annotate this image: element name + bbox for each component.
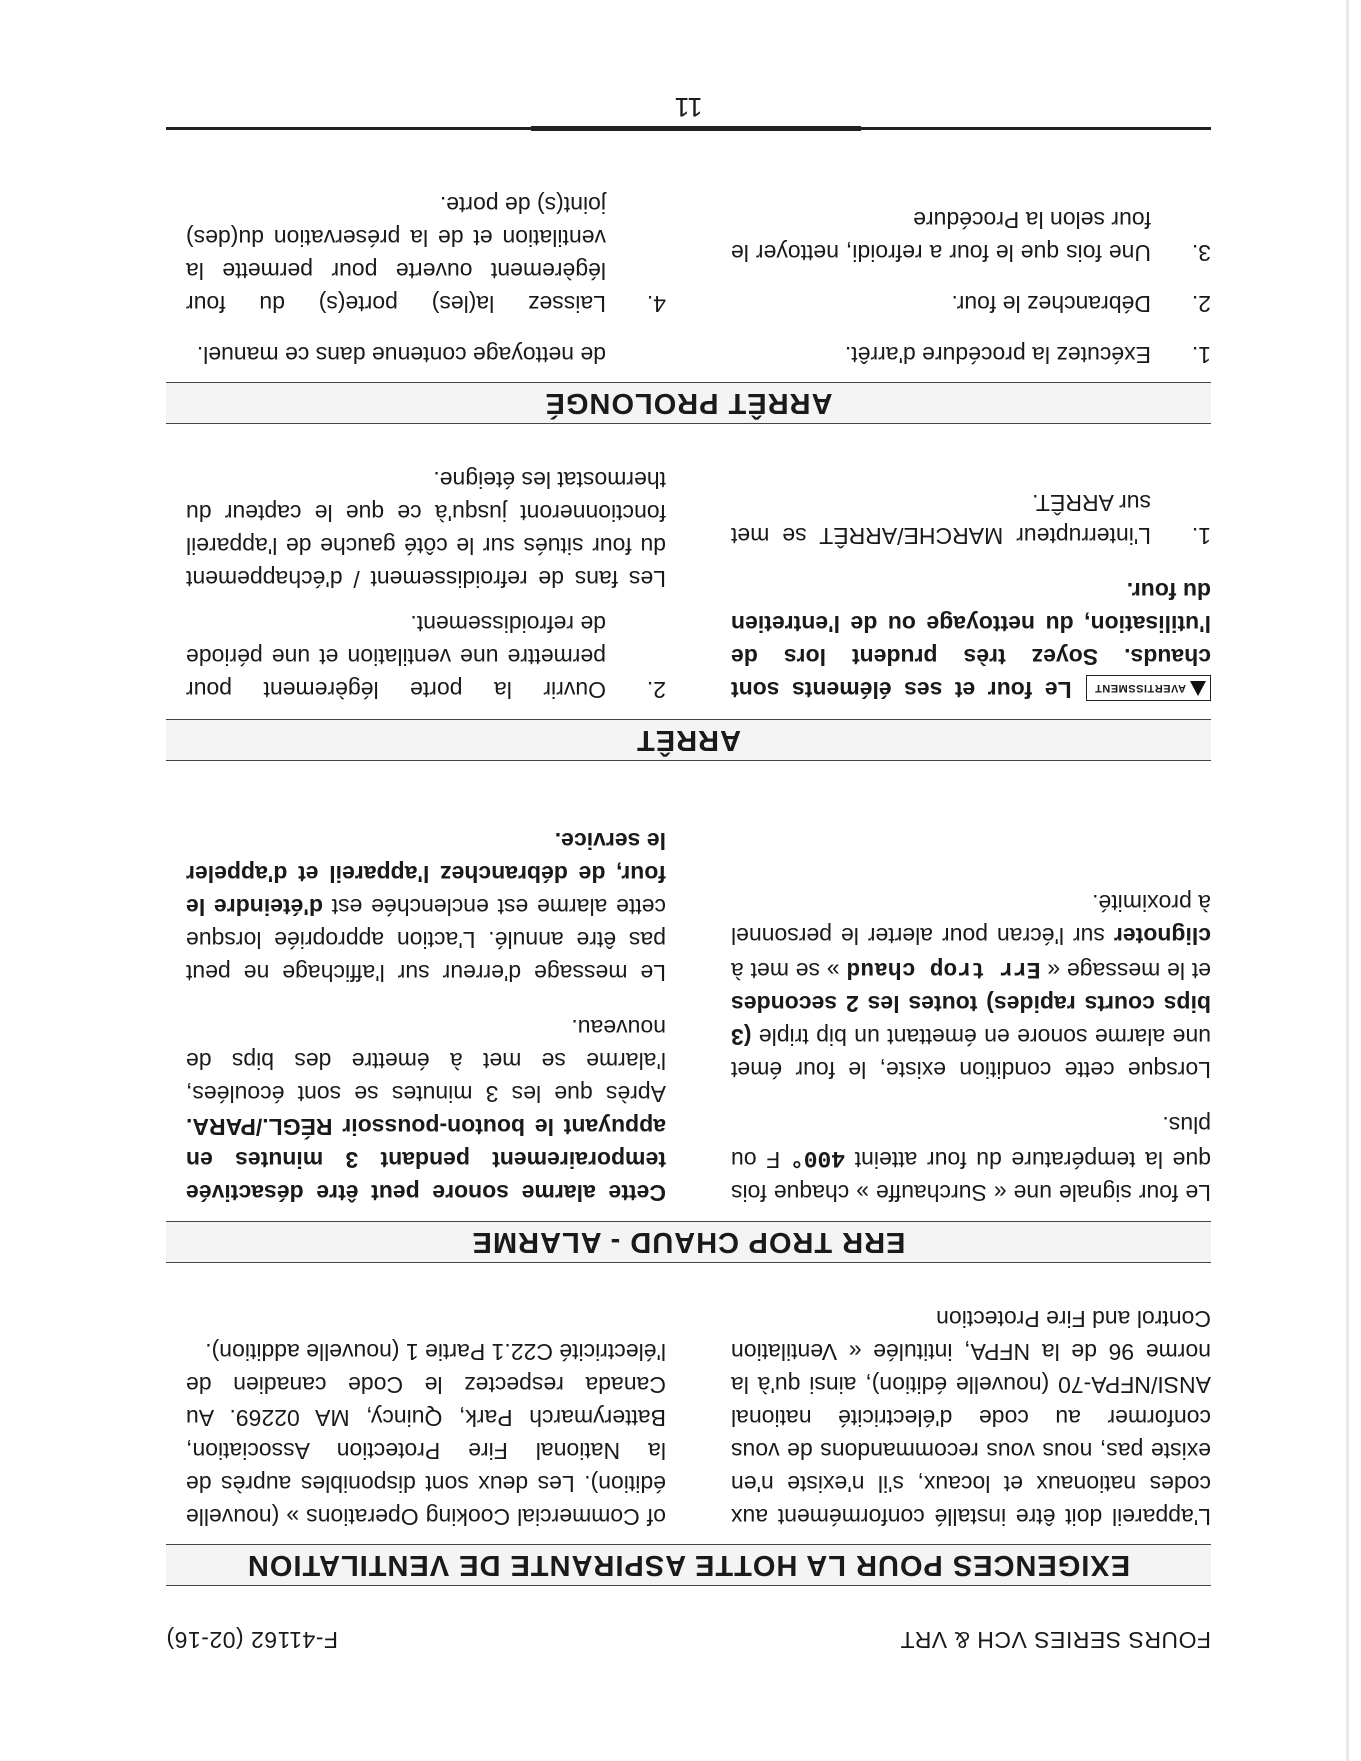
err-text: » se met à [731, 958, 847, 984]
section-title-hotte: EXIGENCES POUR LA HOTTE ASPIRANTE DE VENTILATION [166, 1544, 1211, 1586]
err-temp: 400° [789, 1145, 846, 1171]
arret-right-list [186, 607, 666, 706]
err-left-para-1 [731, 1108, 1211, 1209]
list-item-number: 1. [1191, 523, 1211, 549]
warning-icon [1190, 681, 1206, 696]
err-text: Le message d'erreur sur l'affichage ne peut pas être annulé. L'action appropriée lorsque cette alarme est enclenchée est [186, 894, 666, 986]
prolonge-right-list [186, 188, 666, 320]
page-header [166, 1623, 1211, 1653]
prolonge-right-lead: de nettoyage contenue dans ce manuel. [196, 342, 606, 368]
list-item-number: 2. [1191, 291, 1211, 317]
warning-text: Le four et ses éléments sont chauds. Soyez très prudent lors de l'utilisation, du nettoyage ou de l'entretien du four. [731, 578, 1211, 703]
err-right-para-2 [186, 824, 666, 989]
err-bold-text: Cette alarme sonore peut être désactivée temporairement pendant 3 minutes en appuyant le bouton-poussoir RÉGL./PARA. [186, 1114, 666, 1206]
section-title-err: ERR TROP CHAUD - ALARME [166, 1221, 1211, 1263]
err-text: Après que les 3 minutes se sont écoulées, l'alarme se met à émettre des bips de nouveau. [186, 1015, 666, 1107]
err-left-column [731, 886, 1211, 1209]
hotte-right-column [186, 1335, 666, 1533]
err-bold-text: (3 bips courts rapides) toutes les 2 secondes [731, 991, 1211, 1050]
err-right-column [186, 824, 666, 1209]
list-item-text: Une fois que le four a refroidi, nettoyer le four selon la Procédure [731, 207, 1151, 266]
arret-left-list [731, 486, 1211, 552]
list-item-text: Débranchez le four. [951, 291, 1151, 317]
err-right-para-1 [186, 1011, 666, 1209]
header-doc-number: F-41162 (02-16) [166, 1627, 338, 1653]
hotte-right-text: of Commercial Cooking Operations » (nouvelle édition). Les deux sont disponibles auprès de la National Fire Protection Association, Batterymarch Park, Quincy, MA 02269. Au Canada respectez le Code canadien de l'électricité C22.1 Partie 1 (nouvelle addition). [186, 1339, 666, 1530]
err-text: Le four signale une « Surchauffe » chaque fois que la température du four atteint [731, 1147, 1211, 1206]
arret-left-column [731, 486, 1211, 706]
err-bold-text: clignoter [1113, 923, 1211, 949]
footer-rule [166, 127, 1211, 130]
list-item [731, 203, 1211, 269]
list-item-number: 1. [1191, 342, 1211, 368]
err-text: sur l'écran pour alerter le personnel à proximité. [731, 890, 1211, 949]
err-text: et le message « [1040, 958, 1211, 984]
list-item-text: Exécutez la procédure d'arrêt. [844, 342, 1151, 368]
err-message-text: Err trop chaud [846, 956, 1041, 982]
page [166, 0, 1211, 1761]
list-item-text: L'interrupteur MARCHE/ARRÊT se met sur ARRÊT. [731, 490, 1151, 549]
warning-label: AVERTISSMENT [1094, 682, 1186, 695]
list-item-text: Laissez la(les) porte(s) du four légèrement ouverte pour permette la ventilation et de la préservation du(des) joint(s) de porte. [186, 192, 606, 317]
header-title: FOURS SERIES VCH & VRT [900, 1627, 1211, 1653]
list-item [731, 287, 1211, 320]
list-item [731, 338, 1211, 371]
prolonge-right-column [186, 188, 666, 371]
warning-badge [1086, 675, 1211, 701]
err-bold-text: d'éteindre le four, de débranchez l'appareil et d'appeler le service. [186, 828, 666, 920]
section-title-prolonge: ARRÊT PROLONGÉ [166, 382, 1211, 424]
list-item-number: 3. [1191, 240, 1211, 266]
arret-right-column [186, 463, 666, 706]
err-text: F ou plus. [731, 1112, 1211, 1173]
prolonge-left-list [731, 203, 1211, 371]
list-item [731, 486, 1211, 552]
prolonge-left-column [731, 203, 1211, 371]
err-left-para-2 [731, 886, 1211, 1086]
list-item-number: 2. [646, 677, 666, 703]
hotte-left-text: L'appareil doit être installé conformément aux codes nationaux et locaux, s'il n'existe n'en existe pas, nous vous recommandons de vous conformer au code d'électricité national ANSI/NFPA-70 (nouvelle édition), ainsi qu'à la norme 96 de la NFPA, intitulée « Ventilation Control and Fire Protection [731, 1306, 1211, 1530]
list-item-text: Ouvrir la porte légèrement pour permettre une ventilation et une période de refroidissement. [186, 611, 606, 703]
hotte-left-column [731, 1302, 1211, 1533]
page-number: 11 [674, 92, 703, 122]
warning-block [731, 574, 1211, 706]
err-text: Lorsque cette condition existe, le four émet une alarme sonore en émettant un bip triple [731, 1024, 1211, 1083]
section-title-arret: ARRÊT [166, 719, 1211, 761]
list-item [186, 607, 666, 706]
list-item-number: 4. [646, 291, 666, 317]
list-item [186, 188, 666, 320]
arret-right-para: Les fans de refroidissement / d'échappement du four situés sur le côté gauche de l'appareil fonctionneront jusqu'à ce que le capteur du thermostat les éteigne. [186, 467, 666, 592]
